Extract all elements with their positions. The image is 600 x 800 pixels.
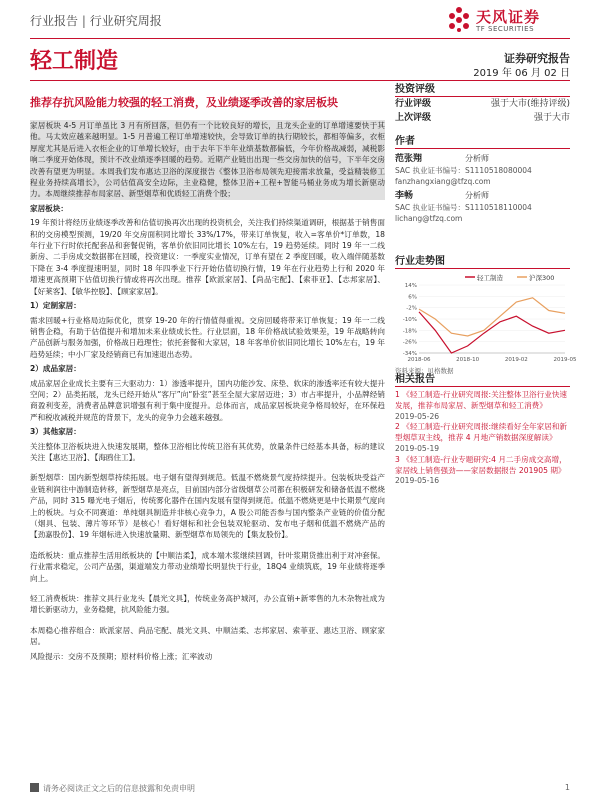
y-tick-label: -18% [402, 328, 417, 335]
logo-text-en: TF SECURITIES [476, 25, 535, 33]
report-category: 行业报告 | 行业研究周报 [30, 14, 162, 28]
footer-disclaimer: 请务必阅读正文之后的信息披露和免责申明 [30, 783, 195, 794]
subheading-custom-furniture: 1）定制家居： [30, 301, 81, 311]
paragraph-custom-furniture: 需求回暖+行业格局边际优化，贯穿 19-20 年的行情值得重视。交房回暖将带来订单恢复；19 年一二线销售企稳，有助于估值提升和增加未来业绩成长性。行业层面，18 年价格战试验效果差，19 年战略转向产品创新与服务加强，价格战日趋理性；依托套餐和大家居，18 年客单价依旧同比增长 10%左右，19 年趋势延续；中小厂家及经销商已有加速退出态势。 [30, 315, 385, 359]
report-body [30, 120, 385, 665]
rating-row: 行业评级 强于大市(维持评级) [395, 99, 570, 109]
series-line-industry [419, 312, 565, 353]
paragraph-consumer: 轻工消费板块：推荐文具行业龙头【晨光文具】，传统业务高护城河，办公直销+新零售的九木杂物社成为增长新驱动力，业务稳健，抗风险能力强。 [30, 594, 385, 615]
logo-icon [446, 6, 472, 32]
page-number: 1 [564, 783, 570, 792]
related-item[interactable]: 1 《轻工制造-行业研究周报:关注整体卫浴行业快速发展，推荐布局家居、新型烟草和轻工消费》 2019-05-26 [395, 390, 568, 421]
x-tick-label: 2018-06 [407, 357, 431, 363]
x-tick-label: 2018-10 [456, 357, 480, 363]
authors-section [395, 132, 570, 224]
rating-heading: 投资评级 [395, 80, 570, 97]
y-tick-label: -26% [402, 339, 417, 346]
author-cert: SAC 执业证书编号：S1110518110004 [395, 203, 532, 212]
author-cert: SAC 执业证书编号：S1110518080004 [395, 166, 532, 175]
x-tick-label: 2019-05 [553, 357, 577, 363]
qr-icon [30, 783, 39, 792]
section-home-furnishing: 家居板块： [30, 203, 68, 213]
authors-heading: 作者 [395, 132, 570, 149]
y-tick-label: 14% [404, 283, 417, 289]
paragraph-paper: 造纸板块：重点推荐生活用纸板块的【中顺洁柔】，成本端木浆继续回调，针叶浆期货推出利于对冲套保。行业需求稳定，公司产品强，渠道端发力带动业绩增长明显快于行业，18Q4 业绩筑底，19 年业绩将逐季向上。 [30, 550, 385, 583]
paragraph-summary: 家居板块 4-5 月订单虽比 3 月有所回落，但仍有一个比较良好的增长，且龙头企业的订单增速要快于其他。马太效应越来越明显。1-5 月普遍工程订单增速较快，会导致订单的执行期较长，都相等偏多，衣柜厚度尤其是后进入衣柜企业的订单增长较好，由于去年下半年业绩基数都偏低，今年价格战减弱，减税影响二季度开始体现，预计不改业绩逐季回暖的趋势。近期产业链出出现一些交房加快的信号，下半年交房改善有望更为明显。本周我们发布惠达卫浴的深度报告《整体卫浴布局领先迎接需求放量，受益精装修工程业务持续高增长》，公司估值高安全边际，主业稳健，整体卫浴+工程+智能马桶业务成为增长新驱动力。本周继续推荐布局家居、新型烟草和优质轻工消费个股； [30, 121, 385, 199]
author-email[interactable]: lichang@tfzq.com [395, 213, 463, 223]
paragraph-other-home: 关注整体卫浴板块进入快速发展期，整体卫浴相比传统卫浴有其优势，放量条件已经基本具备，标的建议关注【惠达卫浴】、【海鸥住工】。 [30, 441, 385, 462]
report-subtitle: 推荐存抗风险能力较强的轻工消费，及业绩逐季改善的家居板块 [30, 96, 338, 109]
page-title: 轻工制造 [30, 49, 119, 74]
subheading-finished-furniture: 2）成品家居： [30, 364, 81, 374]
author-row: 范张翔 分析师 [395, 154, 489, 164]
y-tick-label: -2% [406, 305, 417, 312]
related-reports-section [395, 370, 570, 487]
y-tick-label: -34% [402, 351, 417, 357]
trend-chart-section [395, 252, 577, 377]
paragraph-risk: 风险提示：交房不及预期；原材料价格上涨；汇率波动 [30, 651, 213, 661]
y-tick-label: -10% [402, 317, 417, 323]
report-date: 2019 年 06 月 02 日 [473, 68, 570, 79]
rating-section [395, 80, 570, 125]
legend-label: 轻工制造 [477, 274, 503, 282]
x-tick-label: 2019-02 [504, 357, 528, 363]
author-row: 李畅 分析师 [395, 191, 489, 201]
logo-text-cn: 天风证券 [476, 8, 541, 26]
related-item[interactable]: 3 《轻工制造-行业专题研究:4 月二手房成交高增，家居线上销售强劲——家居数据报告 201905 期》 2019-05-16 [395, 454, 567, 486]
subheading-other-home: 3）其他家居： [30, 427, 81, 437]
related-heading: 相关报告 [395, 370, 570, 387]
trend-chart-heading: 行业走势图 [395, 252, 570, 269]
paragraph-new-tobacco: 新型烟草：国内新型烟草持续拓展。电子烟有望得到规范。低温不燃烧景气度持续提升。包装板块受益产业链利润往中游制造转移，新型烟草是亮点，目前国内部分省级烟草公司都在积极研发和储备低温不燃烧产品，同时 315 曝光电子烟后，传统雾化器件在国内发展有望得到规范。低温不燃烧更是中长期景气度向上的板块。与众不同赛道：单纯烟具制造并非核心竞争力，A 股公司能否参与国内整条产业链的价值分配（烟具、包装、薄片等环节）是核心！看好烟标和社会包装双轮驱动、发布电子烟和低温不燃烧产品的【劲嘉股份】、19 年烟标进入快速放量期、新型烟草布局领先的【集友股份】。 [30, 473, 385, 540]
related-item[interactable]: 2 《轻工制造-行业研究周报:继续看好全年家居和新型烟草双主线，推荐 4 月地产销数据深度解读》 2019-05-19 [395, 422, 568, 453]
paragraph-finished-furniture: 成品家居企业成长主要有三大驱动力：1）渗透率提升，国内功能沙发、床垫、软床的渗透率还有较大提升空间；2）品类拓展，龙头已经开始从“客厅”向“卧室”甚至全屋大家居迈进；3）市占率提升，小品牌经销商盈利变差，消费者品牌意识增强有利于集中度提升。总体而言，成品家居板块竞争格局较好，在环保趋严和税收减税并规范的背景下，龙头的竞争力会越来越强。 [30, 378, 385, 422]
author-email[interactable]: fanzhangxiang@tfzq.com [395, 176, 491, 186]
chart-source: 资料来源：贝格数据 [395, 367, 454, 375]
y-tick-label: 6% [408, 294, 417, 301]
trend-chart [395, 271, 577, 366]
tf-securities-logo [446, 4, 596, 38]
paragraph-portfolio: 本周稳心推荐组合：欧派家居、尚品宅配、晨光文具、中顺洁柔、志邦家居、索菲亚、惠达卫浴、顾家家居。 [30, 625, 385, 647]
legend-label: 沪深300 [529, 274, 555, 282]
header-divider [30, 38, 570, 39]
rating-row: 上次评级 强于大市 [395, 113, 570, 123]
paragraph-home-outlook: 19 年预计将经历业绩逐季改善和估值切换再次出现的投资机会，关注我们持续渠道调研，根据基于销售面积的交房模型预测，19/20 年交房面积同比增长 33%/17%，带来订单恢复，收入=客单价*订单数，18 年行业下行时依托配套品和套餐促销，客单价依旧同比增长 10%左右，19 趋势延续。同时 19 年一二线新房、二手房成交数据都在回暖，投资建议：一季度实业情况，订单有望在 2 季度回暖，收入端伴随基数下降在 3-4 季度提速明显，同时 18 年四季业下行开始估值切换行情，19 年在行业趋势上行和 2020 年增速更高预期下估值切换行情或将再次出现。推荐【欧派家居】、【尚品宅配】、【索菲亚】、【志邦家居】、【好莱客】、【敏华控股】、【顾家家居】。 [30, 218, 385, 296]
report-type: 证券研究报告 [504, 52, 570, 65]
